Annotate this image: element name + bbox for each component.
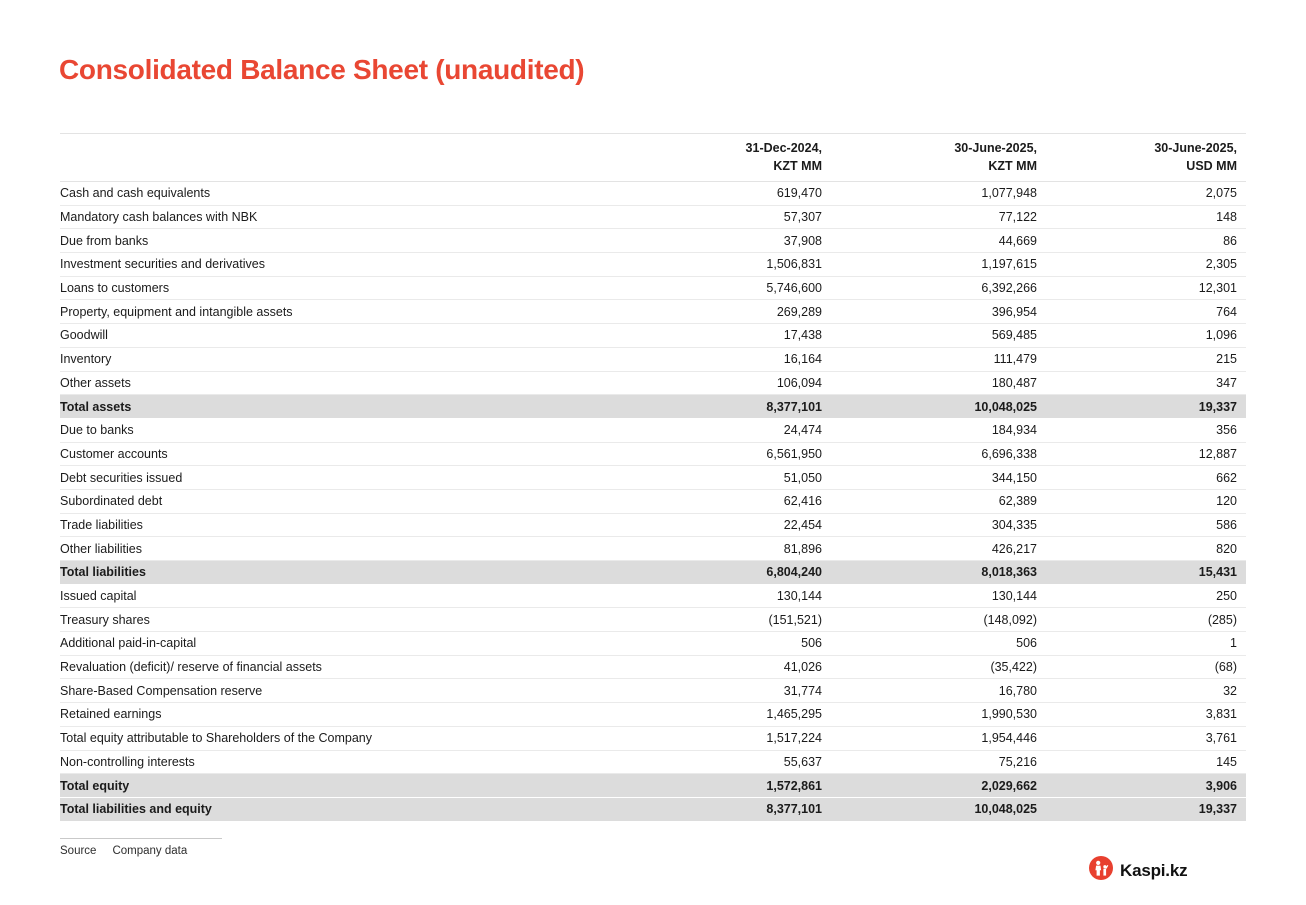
column-header-dec2024-kzt bbox=[607, 140, 822, 175]
row-value-june2025-kzt: 111,479 bbox=[993, 352, 1037, 367]
row-value-june2025-usd: 12,301 bbox=[1198, 281, 1237, 296]
row-label: Customer accounts bbox=[60, 446, 168, 461]
kaspi-logo-text: Kaspi.kz bbox=[1120, 860, 1188, 880]
row-value-june2025-kzt: 396,954 bbox=[991, 304, 1037, 319]
row-value-june2025-usd: 148 bbox=[1216, 210, 1237, 225]
table-body bbox=[60, 182, 1246, 822]
row-value-june2025-kzt: 10,048,025 bbox=[974, 399, 1037, 414]
table-row bbox=[60, 419, 1246, 443]
row-label: Non-controlling interests bbox=[60, 754, 195, 769]
table-row bbox=[60, 324, 1246, 348]
row-value-dec2024-kzt: 16,164 bbox=[783, 352, 822, 367]
table-row bbox=[60, 300, 1246, 324]
row-value-june2025-kzt: 77,122 bbox=[998, 210, 1037, 225]
row-value-june2025-usd: (68) bbox=[1214, 660, 1237, 675]
row-value-june2025-kzt: (35,422) bbox=[990, 660, 1037, 675]
table-header-row bbox=[60, 133, 1246, 182]
row-value-june2025-usd: 1 bbox=[1230, 636, 1237, 651]
row-value-june2025-kzt: 426,217 bbox=[991, 541, 1037, 556]
row-value-dec2024-kzt: 1,517,224 bbox=[766, 731, 822, 746]
row-label: Due to banks bbox=[60, 423, 134, 438]
row-value-dec2024-kzt: 24,474 bbox=[783, 423, 822, 438]
row-label: Total liabilities bbox=[60, 565, 146, 580]
table-row bbox=[60, 395, 1246, 419]
row-value-june2025-kzt: 184,934 bbox=[991, 423, 1037, 438]
row-value-june2025-usd: 3,906 bbox=[1205, 778, 1237, 793]
row-label: Revaluation (deficit)/ reserve of financial assets bbox=[60, 660, 322, 675]
table-row bbox=[60, 348, 1246, 372]
row-value-dec2024-kzt: 8,377,101 bbox=[766, 802, 822, 817]
row-label: Debt securities issued bbox=[60, 470, 183, 485]
table-row bbox=[60, 679, 1246, 703]
table-row bbox=[60, 466, 1246, 490]
table-row bbox=[60, 608, 1246, 632]
row-value-dec2024-kzt: 106,094 bbox=[776, 375, 822, 390]
row-value-dec2024-kzt: 130,144 bbox=[776, 589, 822, 604]
row-value-june2025-kzt: 2,029,662 bbox=[981, 778, 1037, 793]
row-value-june2025-usd: 19,337 bbox=[1198, 399, 1237, 414]
row-label: Goodwill bbox=[60, 328, 108, 343]
row-label: Share-Based Compensation reserve bbox=[60, 683, 263, 698]
row-value-dec2024-kzt: 6,561,950 bbox=[766, 446, 822, 461]
table-row bbox=[60, 490, 1246, 514]
row-value-june2025-kzt: 1,954,446 bbox=[981, 731, 1037, 746]
row-value-dec2024-kzt: 5,746,600 bbox=[766, 281, 822, 296]
table-row bbox=[60, 751, 1246, 775]
row-value-dec2024-kzt: 1,572,861 bbox=[766, 778, 822, 793]
table-row bbox=[60, 277, 1246, 301]
row-value-june2025-kzt: 62,389 bbox=[998, 494, 1037, 509]
table-row bbox=[60, 206, 1246, 230]
row-label: Cash and cash equivalents bbox=[60, 186, 211, 201]
row-value-dec2024-kzt: 6,804,240 bbox=[766, 565, 822, 580]
row-value-june2025-kzt: 16,780 bbox=[998, 683, 1037, 698]
row-label: Other assets bbox=[60, 375, 131, 390]
source-value: Company data bbox=[112, 845, 188, 857]
row-label: Trade liabilities bbox=[60, 517, 143, 532]
row-value-june2025-kzt: 6,392,266 bbox=[981, 281, 1037, 296]
row-value-june2025-usd: 19,337 bbox=[1198, 802, 1237, 817]
row-value-june2025-usd: 120 bbox=[1216, 494, 1237, 509]
table-row bbox=[60, 182, 1246, 206]
table-row bbox=[60, 561, 1246, 585]
row-value-june2025-usd: 764 bbox=[1216, 304, 1237, 319]
column-header-line2: KZT MM bbox=[773, 158, 822, 173]
column-header-line2: USD MM bbox=[1186, 158, 1237, 173]
row-value-june2025-kzt: 1,077,948 bbox=[981, 186, 1037, 201]
row-value-june2025-kzt: 130,144 bbox=[991, 589, 1037, 604]
row-value-june2025-kzt: 344,150 bbox=[991, 470, 1037, 485]
row-value-june2025-usd: 1,096 bbox=[1205, 328, 1237, 343]
row-value-june2025-usd: 586 bbox=[1216, 517, 1237, 532]
row-label: Inventory bbox=[60, 352, 112, 367]
balance-sheet-table bbox=[60, 133, 1246, 822]
row-value-june2025-usd: (285) bbox=[1207, 612, 1237, 627]
row-value-june2025-usd: 3,831 bbox=[1205, 707, 1237, 722]
table-row bbox=[60, 514, 1246, 538]
row-value-june2025-usd: 347 bbox=[1216, 375, 1237, 390]
table-row bbox=[60, 585, 1246, 609]
row-value-june2025-usd: 820 bbox=[1216, 541, 1237, 556]
row-label: Retained earnings bbox=[60, 707, 162, 722]
row-value-dec2024-kzt: 8,377,101 bbox=[766, 399, 822, 414]
row-label: Total assets bbox=[60, 399, 132, 414]
row-value-june2025-kzt: 1,197,615 bbox=[981, 257, 1037, 272]
row-label: Total equity attributable to Shareholders of the Company bbox=[60, 731, 372, 746]
row-value-june2025-kzt: 6,696,338 bbox=[981, 446, 1037, 461]
column-header-line1: 30-June-2025, bbox=[954, 141, 1037, 155]
row-label: Other liabilities bbox=[60, 541, 142, 556]
source-label: Source bbox=[60, 845, 97, 857]
row-value-dec2024-kzt: 41,026 bbox=[783, 660, 822, 675]
row-label: Total equity bbox=[60, 778, 130, 793]
table-row bbox=[60, 727, 1246, 751]
table-row bbox=[60, 443, 1246, 467]
row-value-dec2024-kzt: 22,454 bbox=[783, 517, 822, 532]
row-value-dec2024-kzt: 619,470 bbox=[776, 186, 822, 201]
row-value-june2025-kzt: (148,092) bbox=[983, 612, 1037, 627]
row-label: Treasury shares bbox=[60, 612, 150, 627]
row-value-june2025-kzt: 10,048,025 bbox=[974, 802, 1037, 817]
row-label: Subordinated debt bbox=[60, 494, 163, 509]
row-value-june2025-usd: 250 bbox=[1216, 589, 1237, 604]
table-row bbox=[60, 372, 1246, 396]
kaspi-logo-icon bbox=[1089, 856, 1113, 885]
table-row bbox=[60, 798, 1246, 822]
table-row bbox=[60, 774, 1246, 798]
row-value-june2025-usd: 12,887 bbox=[1198, 446, 1237, 461]
row-label: Mandatory cash balances with NBK bbox=[60, 210, 258, 225]
row-label: Property, equipment and intangible assets bbox=[60, 304, 293, 319]
row-value-june2025-kzt: 44,669 bbox=[998, 233, 1037, 248]
row-value-june2025-kzt: 75,216 bbox=[998, 754, 1037, 769]
row-value-june2025-kzt: 304,335 bbox=[991, 517, 1037, 532]
row-value-dec2024-kzt: 31,774 bbox=[783, 683, 822, 698]
row-label: Investment securities and derivatives bbox=[60, 257, 265, 272]
row-value-june2025-usd: 215 bbox=[1216, 352, 1237, 367]
column-header-june2025-usd bbox=[1037, 140, 1246, 175]
row-label: Issued capital bbox=[60, 589, 137, 604]
column-header-line1: 31-Dec-2024, bbox=[745, 141, 822, 155]
table-row bbox=[60, 703, 1246, 727]
column-header-line1: 30-June-2025, bbox=[1154, 141, 1237, 155]
row-value-june2025-usd: 145 bbox=[1216, 754, 1237, 769]
table-row bbox=[60, 229, 1246, 253]
table-row bbox=[60, 253, 1246, 277]
row-value-june2025-kzt: 1,990,530 bbox=[981, 707, 1037, 722]
kaspi-logo bbox=[1089, 856, 1187, 885]
row-value-dec2024-kzt: 57,307 bbox=[783, 210, 822, 225]
table-row bbox=[60, 656, 1246, 680]
row-value-june2025-kzt: 569,485 bbox=[991, 328, 1037, 343]
row-value-june2025-kzt: 180,487 bbox=[991, 375, 1037, 390]
table-row bbox=[60, 632, 1246, 656]
row-value-june2025-usd: 86 bbox=[1223, 233, 1237, 248]
page-title: Consolidated Balance Sheet (unaudited) bbox=[59, 54, 585, 85]
row-value-june2025-usd: 3,761 bbox=[1205, 731, 1237, 746]
row-label: Loans to customers bbox=[60, 281, 170, 296]
row-value-dec2024-kzt: 81,896 bbox=[783, 541, 822, 556]
row-value-dec2024-kzt: (151,521) bbox=[768, 612, 822, 627]
row-value-dec2024-kzt: 37,908 bbox=[783, 233, 822, 248]
row-value-dec2024-kzt: 1,465,295 bbox=[766, 707, 822, 722]
column-header-line2: KZT MM bbox=[988, 158, 1037, 173]
row-value-june2025-usd: 32 bbox=[1223, 683, 1237, 698]
row-value-june2025-kzt: 8,018,363 bbox=[981, 565, 1037, 580]
row-value-dec2024-kzt: 1,506,831 bbox=[766, 257, 822, 272]
row-value-dec2024-kzt: 269,289 bbox=[776, 304, 822, 319]
column-header-june2025-kzt bbox=[822, 140, 1037, 175]
row-value-dec2024-kzt: 62,416 bbox=[783, 494, 822, 509]
row-value-june2025-usd: 2,075 bbox=[1205, 186, 1237, 201]
row-value-dec2024-kzt: 55,637 bbox=[783, 754, 822, 769]
source-divider bbox=[60, 838, 222, 839]
table-row bbox=[60, 537, 1246, 561]
row-label: Due from banks bbox=[60, 233, 149, 248]
row-label: Additional paid-in-capital bbox=[60, 636, 197, 651]
row-value-june2025-usd: 356 bbox=[1216, 423, 1237, 438]
row-value-dec2024-kzt: 17,438 bbox=[783, 328, 822, 343]
row-value-dec2024-kzt: 506 bbox=[801, 636, 822, 651]
row-label: Total liabilities and equity bbox=[60, 802, 212, 817]
source-note bbox=[60, 845, 187, 857]
row-value-june2025-usd: 15,431 bbox=[1198, 565, 1237, 580]
row-value-june2025-usd: 2,305 bbox=[1205, 257, 1237, 272]
row-value-june2025-usd: 662 bbox=[1216, 470, 1237, 485]
row-value-june2025-kzt: 506 bbox=[1016, 636, 1037, 651]
row-value-dec2024-kzt: 51,050 bbox=[783, 470, 822, 485]
